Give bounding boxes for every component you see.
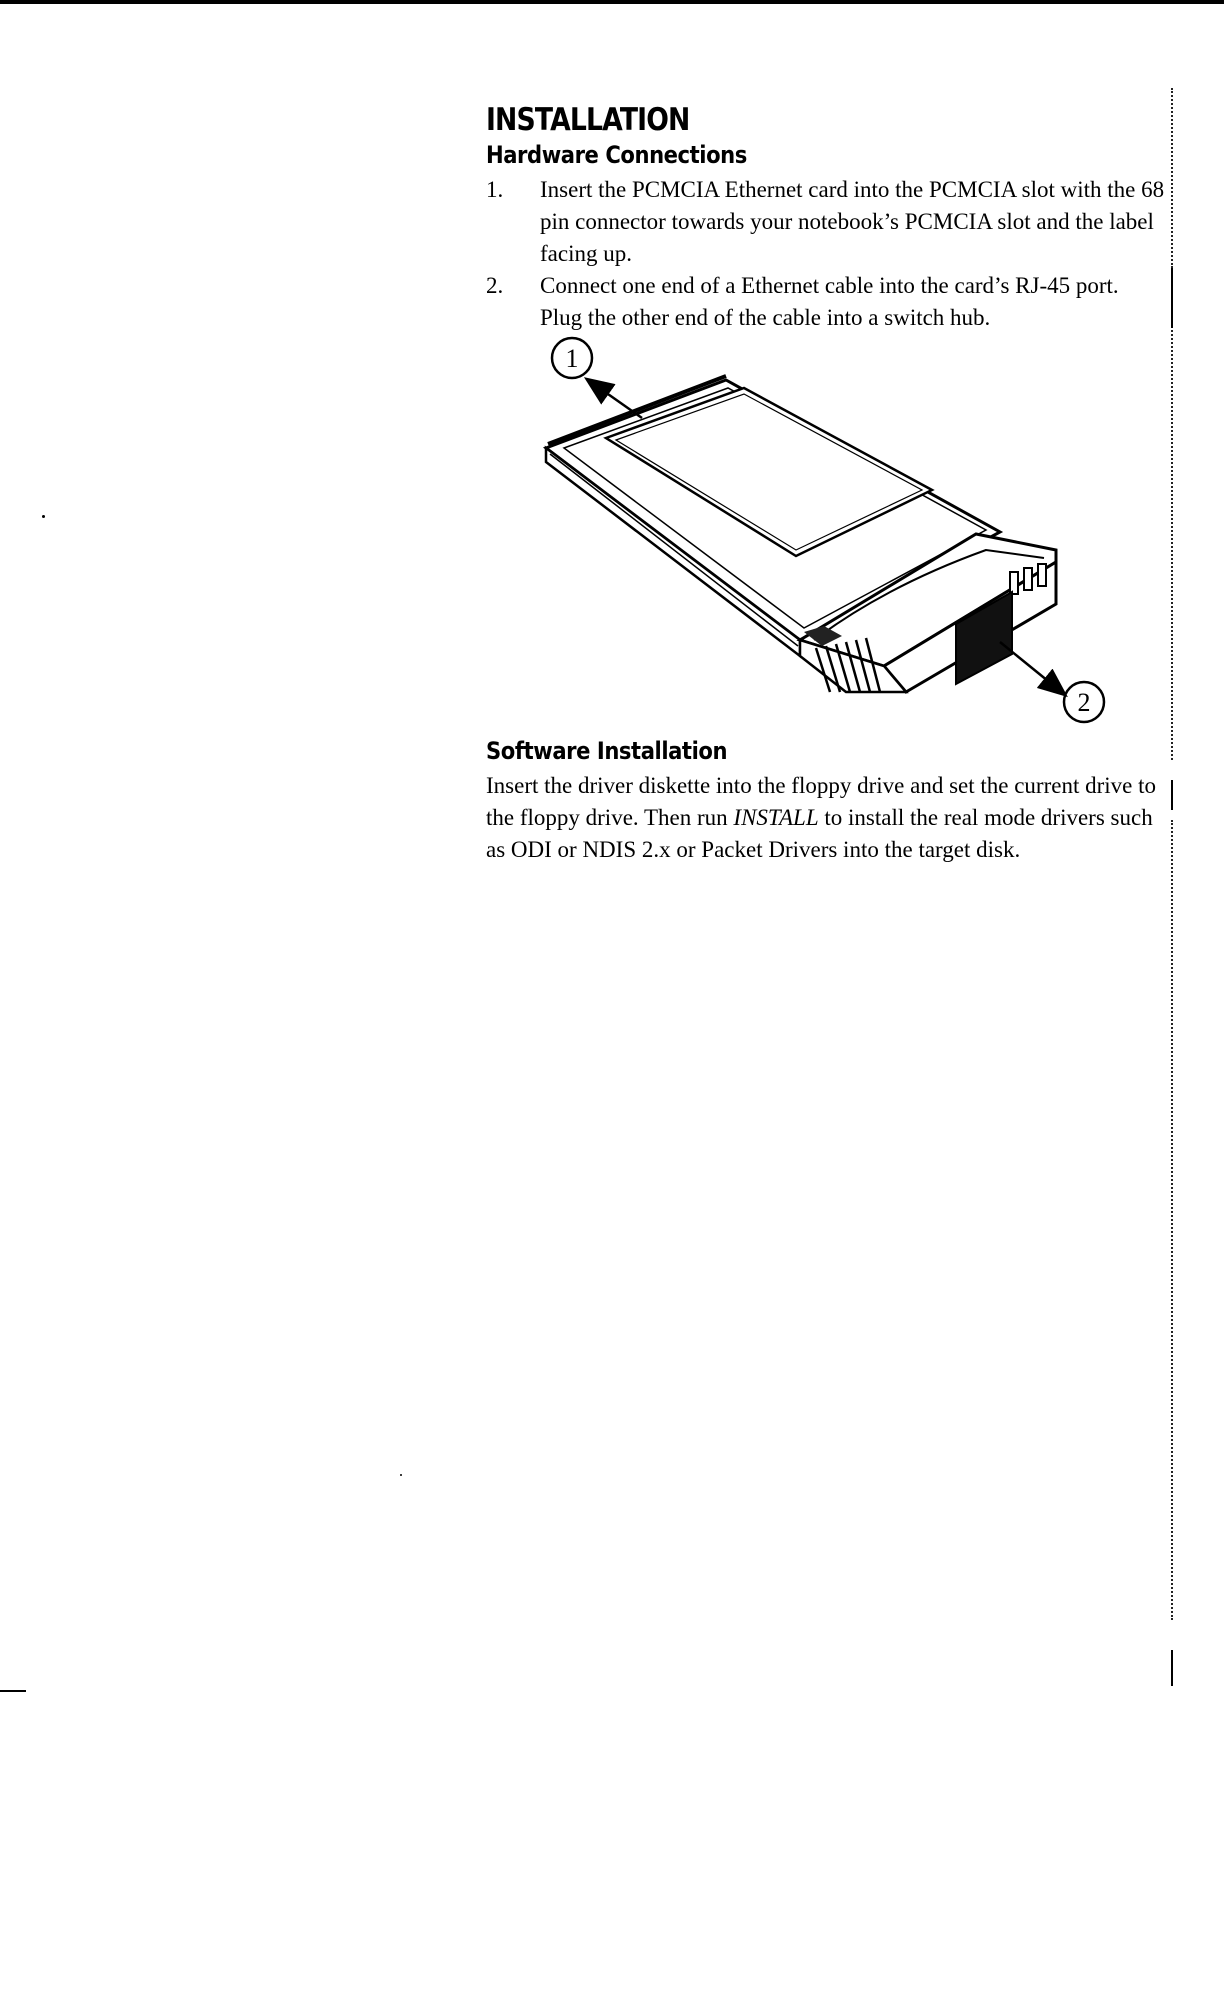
page-title: INSTALLATION [486,102,690,138]
software-heading: Software Installation [486,737,728,765]
callout-1-label: 1 [565,344,579,373]
step-item [486,270,1166,334]
step-number: 1. [486,177,504,202]
software-paragraph [486,770,1166,866]
install-command: INSTALL [733,805,819,830]
page-edge-rule [1171,780,1175,810]
hardware-steps [486,174,1166,334]
page-content [486,100,1166,866]
scan-edge-mark [0,1690,26,1692]
scan-edge-top [0,0,1224,4]
pcmcia-card-illustration [486,336,1166,724]
page-edge-rule [1171,88,1175,268]
software-text-after: to install the real mode drivers such as ODI or NDIS 2.x or Packet Drivers into the target disk. [486,805,1153,862]
step-number: 2. [486,273,504,298]
pcmcia-card-figure [486,336,1166,724]
page-edge-rule [1171,268,1175,328]
scan-speck [400,1474,402,1476]
callout-1-arrow [588,380,642,418]
page-edge-rule [1171,1650,1175,1686]
callout-2-arrow [1000,642,1064,694]
page-edge-rule [1171,330,1175,760]
step-item [486,174,1166,270]
scan-speck [42,515,45,518]
hardware-heading: Hardware Connections [486,141,747,169]
software-text-before: Insert the driver diskette into the floppy drive and set the current drive to the floppy drive. Then run [486,773,1156,830]
callout-2-label: 2 [1077,688,1091,717]
step-text: Insert the PCMCIA Ethernet card into the PCMCIA slot with the 68 pin connector towards your notebook’s PCMCIA slot and the label facing up. [540,177,1165,266]
page-edge-rule [1171,820,1175,1620]
step-text: Connect one end of a Ethernet cable into the card’s RJ-45 port. Plug the other end of the cable into a switch hub. [540,273,1119,330]
